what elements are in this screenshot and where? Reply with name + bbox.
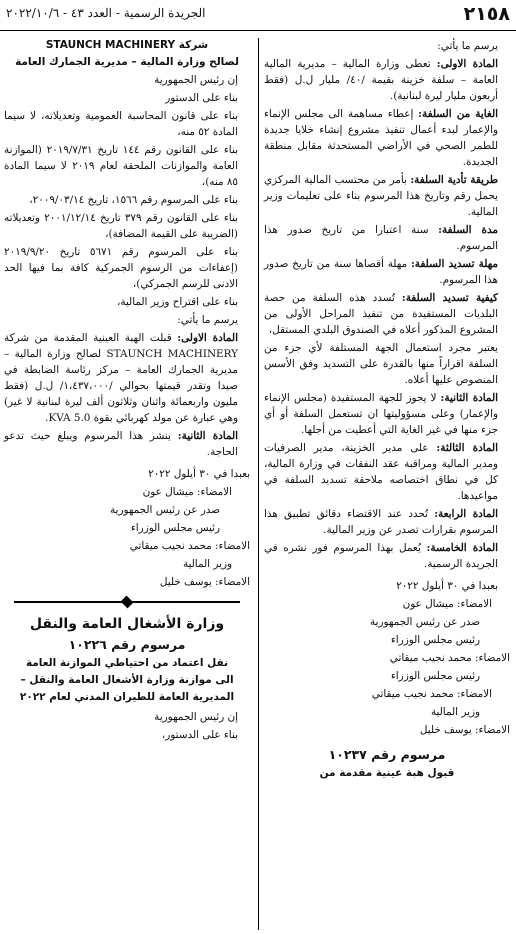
right-column <box>264 38 510 783</box>
issue-line: الجريدة الرسمية - العدد ٤٣ - ٢٠٢٢/١٠/٦ <box>6 6 206 20</box>
signature-president: الامضاء: ميشال عون <box>142 486 232 498</box>
decree-title: مرسوم رقم ١٠٢٣٧ <box>328 747 446 762</box>
signatory-title: رئيس مجلس الوزراء <box>130 522 220 534</box>
basis-item: بناء على الدستور، <box>161 729 238 741</box>
basis-item: بناء على المرسوم رقم ٥٦٧١ تاريخ ٢٠١٩/٩/٢٠ (إعفاءات من الرسوم الجمركية كافة بما فيها الحد الادنى للرسم الجمركي)، <box>4 246 239 290</box>
basis-item: بناء على الدستور <box>165 92 238 104</box>
article-3: المادة الثالثة: على مدير الخزينة، مدير الصرفيات ومدير المالية ومراقبة عقد النفقات في وزارة المالية، كل في نطاق اختصاصه ملاحقة تسديد السلفة في مواعيدها. <box>264 442 498 502</box>
signature-finance-minister: الامضاء: يوسف خليل <box>159 576 250 588</box>
basis-item: بناء على قانون المحاسبة العمومية وتعديلاته، لا سيما المادة ٥٢ منه، <box>4 110 238 138</box>
basis-item: بناء على اقتراح وزير المالية، <box>116 296 238 308</box>
advance-repay-method: كيفية تسديد السلفة: تُسدد هذه السلفة من حصة البلديات المستفيدة من تنفيذ المراحل الأولى من المشروع المذكور أعلاه في الصندوق البلدي المستقل، <box>264 292 499 336</box>
signature-president: الامضاء: ميشال عون <box>402 598 492 610</box>
article-5: المادة الخامسة: يُعمل بهذا المرسوم فور نشره في الجريدة الرسمية. <box>264 542 498 570</box>
decree-intro: يرسم ما يأتي: <box>177 314 238 326</box>
signing-date: بعبدا في ٣٠ أيلول ٢٠٢٢ <box>396 580 498 592</box>
signatory-title: رئيس مجلس الوزراء <box>390 634 480 646</box>
advance-repay-note: يعتبر مجرد استعمال الجهة المستلفة لأي جزء من السلفة اقراراً منها بالقدرة على التسديد وفق الأسس المنصوص عليها أعلاه. <box>264 342 498 386</box>
decree-subtitle: الى موازنة وزارة الأشغال العامة والنقل – <box>20 674 234 686</box>
page-number: ٢١٥٨ <box>463 3 510 25</box>
left-column <box>4 38 250 745</box>
ministry-heading: وزارة الأشغال العامة والنقل <box>29 616 225 632</box>
basis-item: بناء على المرسوم رقم ١٥٦٦، تاريخ ٢٠٠٩/٠٣/١٤، <box>29 194 238 206</box>
basis-item: بناء على القانون رقم ٣٧٩ تاريخ ٢٠٠١/١٢/١٤ وتعديلاته (الضريبة على القيمة المضافة)، <box>4 212 239 240</box>
signature-pm: الامضاء: محمد نجيب ميقاتي <box>389 652 510 664</box>
signatory-title: وزير المالية <box>430 706 480 718</box>
decree-subtitle: المديرية العامة للطيران المدني لعام ٢٠٢٢ <box>19 691 235 703</box>
page-header <box>0 0 516 31</box>
signature-finance-minister: الامضاء: يوسف خليل <box>419 724 510 736</box>
decree-title: مرسوم رقم ١٠٢٢٦ <box>68 637 186 652</box>
article-1: المادة الاولى: قبلت الهبة العينية المقدمة من شركة STAUNCH MACHINERY لصالح وزارة المالية – مديرية الجمارك العامة – مركز رئاسة الضابطة في صيدا وتقدر قيمتها بحوالي /١،٤٣٧،٠٠٠/ ل.ل (فقط مليون واربعمائة واثنان وثلاثون ألف ليرة لبنانية لا غير) وهي عبارة عن مولد كهربائي بقوة 5.0 KVA. <box>4 332 239 424</box>
issued-by: صدر عن رئيس الجمهورية <box>109 504 220 516</box>
decree-subtitle: قبول هبة عينية مقدمة من <box>319 767 455 779</box>
president-line: إن رئيس الجمهورية <box>154 711 238 723</box>
decree-intro: يرسم ما يأتي: <box>437 40 498 52</box>
company-heading: شركة STAUNCH MACHINERY <box>45 39 209 51</box>
section-divider <box>4 596 250 608</box>
president-line: إن رئيس الجمهورية <box>154 74 238 86</box>
signature-pm: الامضاء: محمد نجيب ميقاتي <box>371 688 492 700</box>
company-name: STAUNCH MACHINERY <box>45 39 176 51</box>
advance-purpose: الغاية من السلفة: إعطاء مساهمة الى مجلس الإنماء والإعمار لبدء أعمال تنفيذ مشروع إنشاء خلايا جديدة للطمر الصحي في الأراضي المستحدثة مقابل منطقة الجديدة. <box>264 108 498 168</box>
advance-repay-deadline: مهلة تسديد السلفة: مهلة أقصاها سنة من تاريخ صدور هذا المرسوم. <box>264 258 498 286</box>
article-1: المادة الاولى: تعطى وزارة المالية – مديرية المالية العامة – سلفة خزينة بقيمة /٤٠/ مليار ل.ل (فقط أربعون مليار ليرة لبنانية). <box>264 58 498 102</box>
signatory-title: وزير المالية <box>182 558 232 570</box>
column-divider <box>258 38 259 930</box>
decree-subtitle: لصالح وزارة المالية – مديرية الجمارك العامة <box>15 56 239 68</box>
advance-term: مدة السلفة: سنة اعتبارا من تاريخ صدور هذا المرسوم. <box>264 224 498 252</box>
advance-payment-method: طريقة تأدية السلفة: بأمر من محتسب المالية المركزي يحمل رقم وتاريخ هذا المرسوم بناء على تعليمات وزير المالية. <box>264 174 499 218</box>
signatory-title: رئيس مجلس الوزراء <box>390 670 480 682</box>
article-2: المادة الثانية: ينشر هذا المرسوم ويبلغ حيث تدعو الحاجة. <box>4 430 239 458</box>
signature-pm: الامضاء: محمد نجيب ميقاتي <box>129 540 250 552</box>
article-2: المادة الثانية: لا يجوز للجهة المستفيدة (مجلس الإنماء والإعمار) وعلى مسؤوليتها ان تستعمل السلفة أو أي جزء منها في غير الغاية التي أعطيت من أجلها. <box>264 392 498 436</box>
basis-item: بناء على القانون رقم ١٤٤ تاريخ ٢٠١٩/٧/٣١ (الموازنة العامة والموازنات الملحقة لعام ٢٠١٩ لا سيما المادة ٨٥ منه)، <box>4 144 238 188</box>
article-4: المادة الرابعة: تُحدد عند الاقتضاء دقائق تطبيق هذا المرسوم بقرارات تصدر عن وزير المالية. <box>264 508 499 536</box>
signing-date: بعبدا في ٣٠ أيلول ٢٠٢٢ <box>148 468 250 480</box>
issued-by: صدر عن رئيس الجمهورية <box>369 616 480 628</box>
decree-subtitle: نقل اعتماد من احتياطي الموازنة العامة <box>25 657 229 669</box>
